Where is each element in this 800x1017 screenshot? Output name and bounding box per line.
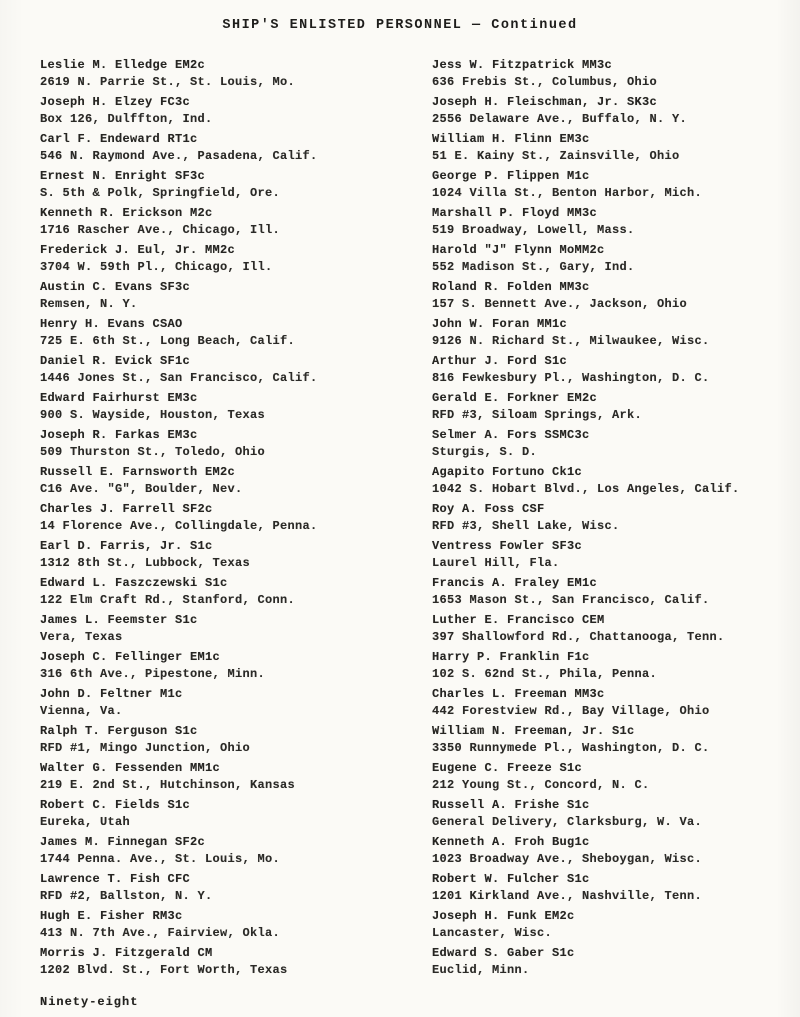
person-address: 397 Shallowford Rd., Chattanooga, Tenn. [432, 630, 725, 644]
person-address: 519 Broadway, Lowell, Mass. [432, 223, 635, 237]
person-address: 219 E. 2nd St., Hutchinson, Kansas [40, 778, 296, 792]
person-address: 1201 Kirkland Ave., Nashville, Tenn. [432, 889, 703, 903]
person-address: 316 6th Ave., Pipestone, Minn. [40, 667, 266, 681]
person-name: Austin C. Evans SF3c [40, 280, 191, 294]
personnel-entry [432, 649, 800, 683]
personnel-entry [40, 760, 420, 794]
person-name: Joseph H. Elzey FC3c [40, 95, 191, 109]
person-address: Vienna, Va. [40, 704, 123, 718]
personnel-entry [432, 242, 800, 276]
person-name: Selmer A. Fors SSMC3c [432, 428, 590, 442]
person-name: William N. Freeman, Jr. S1c [432, 724, 635, 738]
personnel-entry [40, 538, 420, 572]
personnel-entry [40, 464, 420, 498]
person-address: RFD #1, Mingo Junction, Ohio [40, 741, 251, 755]
person-name: Morris J. Fitzgerald CM [40, 946, 213, 960]
person-name: Walter G. Fessenden MM1c [40, 761, 221, 775]
person-address: 1023 Broadway Ave., Sheboygan, Wisc. [432, 852, 703, 866]
personnel-entry [40, 575, 420, 609]
person-name: Joseph R. Farkas EM3c [40, 428, 198, 442]
personnel-entry [40, 686, 420, 720]
person-name: Francis A. Fraley EM1c [432, 576, 598, 590]
personnel-entry [40, 205, 420, 239]
personnel-entry [432, 205, 800, 239]
person-address: 9126 N. Richard St., Milwaukee, Wisc. [432, 334, 710, 348]
personnel-column-left [40, 57, 420, 982]
person-address: General Delivery, Clarksburg, W. Va. [432, 815, 703, 829]
personnel-entry [40, 57, 420, 91]
person-name: Gerald E. Forkner EM2c [432, 391, 598, 405]
person-name: Ralph T. Ferguson S1c [40, 724, 198, 738]
person-address: Eureka, Utah [40, 815, 131, 829]
person-name: Russell A. Frishe S1c [432, 798, 590, 812]
personnel-entry [432, 131, 800, 165]
person-name: Leslie M. Elledge EM2c [40, 58, 206, 72]
person-name: Joseph H. Fleischman, Jr. SK3c [432, 95, 658, 109]
person-address: 546 N. Raymond Ave., Pasadena, Calif. [40, 149, 318, 163]
personnel-entry [40, 168, 420, 202]
person-address: 900 S. Wayside, Houston, Texas [40, 408, 266, 422]
person-name: John W. Foran MM1c [432, 317, 568, 331]
personnel-entry [432, 612, 800, 646]
personnel-entry [40, 649, 420, 683]
person-address: Laurel Hill, Fla. [432, 556, 560, 570]
person-name: Charles J. Farrell SF2c [40, 502, 213, 516]
personnel-entry [40, 390, 420, 424]
person-address: 1202 Blvd. St., Fort Worth, Texas [40, 963, 288, 977]
person-address: 725 E. 6th St., Long Beach, Calif. [40, 334, 296, 348]
person-address: 102 S. 62nd St., Phila, Penna. [432, 667, 658, 681]
personnel-entry [432, 390, 800, 424]
person-name: Kenneth R. Erickson M2c [40, 206, 213, 220]
person-name: James L. Feemster S1c [40, 613, 198, 627]
personnel-entry [432, 94, 800, 128]
personnel-entry [432, 908, 800, 942]
personnel-entry [40, 501, 420, 535]
person-address: RFD #3, Siloam Springs, Ark. [432, 408, 643, 422]
personnel-entry [432, 464, 800, 498]
person-address: Vera, Texas [40, 630, 123, 644]
personnel-entry [432, 723, 800, 757]
personnel-column-right [432, 57, 800, 982]
person-name: Edward Fairhurst EM3c [40, 391, 198, 405]
person-name: Charles L. Freeman MM3c [432, 687, 605, 701]
personnel-entry [432, 945, 800, 979]
person-name: Carl F. Endeward RT1c [40, 132, 198, 146]
person-name: Russell E. Farnsworth EM2c [40, 465, 236, 479]
personnel-entry [432, 686, 800, 720]
person-name: Harry P. Franklin F1c [432, 650, 590, 664]
person-address: 1312 8th St., Lubbock, Texas [40, 556, 251, 570]
person-address: 509 Thurston St., Toledo, Ohio [40, 445, 266, 459]
person-address: S. 5th & Polk, Springfield, Ore. [40, 186, 281, 200]
personnel-entry [432, 871, 800, 905]
personnel-entry [40, 908, 420, 942]
person-address: 3704 W. 59th Pl., Chicago, Ill. [40, 260, 273, 274]
person-name: William H. Flinn EM3c [432, 132, 590, 146]
person-name: Jess W. Fitzpatrick MM3c [432, 58, 613, 72]
person-address: 413 N. 7th Ave., Fairview, Okla. [40, 926, 281, 940]
person-name: Arthur J. Ford S1c [432, 354, 568, 368]
person-name: George P. Flippen M1c [432, 169, 590, 183]
personnel-entry [432, 57, 800, 91]
person-address: 2556 Delaware Ave., Buffalo, N. Y. [432, 112, 688, 126]
person-name: Luther E. Francisco CEM [432, 613, 605, 627]
personnel-entry [432, 797, 800, 831]
person-address: 1446 Jones St., San Francisco, Calif. [40, 371, 318, 385]
person-address: 636 Frebis St., Columbus, Ohio [432, 75, 658, 89]
personnel-entry [40, 316, 420, 350]
person-name: Edward S. Gaber S1c [432, 946, 575, 960]
personnel-entry [432, 834, 800, 868]
person-address: C16 Ave. "G", Boulder, Nev. [40, 482, 243, 496]
person-address: RFD #2, Ballston, N. Y. [40, 889, 213, 903]
person-name: Robert W. Fulcher S1c [432, 872, 590, 886]
person-name: Frederick J. Eul, Jr. MM2c [40, 243, 236, 257]
person-address: Euclid, Minn. [432, 963, 530, 977]
personnel-entry [432, 427, 800, 461]
person-name: Robert C. Fields S1c [40, 798, 191, 812]
person-name: Hugh E. Fisher RM3c [40, 909, 183, 923]
personnel-entry [432, 501, 800, 535]
person-address: 1716 Rascher Ave., Chicago, Ill. [40, 223, 281, 237]
person-address: 14 Florence Ave., Collingdale, Penna. [40, 519, 318, 533]
personnel-entry [40, 94, 420, 128]
person-address: Box 126, Dulffton, Ind. [40, 112, 213, 126]
person-address: 122 Elm Craft Rd., Stanford, Conn. [40, 593, 296, 607]
person-name: Marshall P. Floyd MM3c [432, 206, 598, 220]
person-address: 212 Young St., Concord, N. C. [432, 778, 650, 792]
person-name: John D. Feltner M1c [40, 687, 183, 701]
person-name: Ventress Fowler SF3c [432, 539, 583, 553]
person-name: Joseph C. Fellinger EM1c [40, 650, 221, 664]
personnel-entry [40, 612, 420, 646]
personnel-entry [432, 353, 800, 387]
person-name: Edward L. Faszczewski S1c [40, 576, 228, 590]
person-address: 1042 S. Hobart Blvd., Los Angeles, Calif. [432, 482, 740, 496]
person-name: Joseph H. Funk EM2c [432, 909, 575, 923]
person-name: Roland R. Folden MM3c [432, 280, 590, 294]
person-name: Kenneth A. Froh Bug1c [432, 835, 590, 849]
person-name: Daniel R. Evick SF1c [40, 354, 191, 368]
person-name: Harold "J" Flynn MoMM2c [432, 243, 605, 257]
person-address: 3350 Runnymede Pl., Washington, D. C. [432, 741, 710, 755]
personnel-entry [40, 242, 420, 276]
personnel-entry [40, 131, 420, 165]
person-name: Lawrence T. Fish CFC [40, 872, 191, 886]
personnel-entry [40, 427, 420, 461]
person-address: 2619 N. Parrie St., St. Louis, Mo. [40, 75, 296, 89]
person-address: 442 Forestview Rd., Bay Village, Ohio [432, 704, 710, 718]
personnel-entry [40, 723, 420, 757]
personnel-entry [40, 797, 420, 831]
personnel-entry [432, 316, 800, 350]
person-name: Roy A. Foss CSF [432, 502, 545, 516]
personnel-entry [432, 538, 800, 572]
person-name: Henry H. Evans CSAO [40, 317, 183, 331]
person-name: James M. Finnegan SF2c [40, 835, 206, 849]
person-address: Sturgis, S. D. [432, 445, 538, 459]
personnel-entry [40, 871, 420, 905]
personnel-entry [40, 279, 420, 313]
personnel-entry [432, 760, 800, 794]
person-address: 816 Fewkesbury Pl., Washington, D. C. [432, 371, 710, 385]
person-address: 552 Madison St., Gary, Ind. [432, 260, 635, 274]
page-number: Ninety-eight [40, 995, 139, 1009]
person-address: 51 E. Kainy St., Zainsville, Ohio [432, 149, 680, 163]
personnel-entry [432, 575, 800, 609]
person-name: Agapito Fortuno Ck1c [432, 465, 583, 479]
personnel-entry [40, 834, 420, 868]
person-name: Eugene C. Freeze S1c [432, 761, 583, 775]
person-address: 1744 Penna. Ave., St. Louis, Mo. [40, 852, 281, 866]
person-name: Ernest N. Enright SF3c [40, 169, 206, 183]
personnel-entry [40, 353, 420, 387]
personnel-entry [40, 945, 420, 979]
person-address: Remsen, N. Y. [40, 297, 138, 311]
person-name: Earl D. Farris, Jr. S1c [40, 539, 213, 553]
page-title: SHIP'S ENLISTED PERSONNEL — Continued [222, 18, 578, 33]
person-address: 1024 Villa St., Benton Harbor, Mich. [432, 186, 703, 200]
person-address: 157 S. Bennett Ave., Jackson, Ohio [432, 297, 688, 311]
person-address: Lancaster, Wisc. [432, 926, 553, 940]
personnel-entry [432, 279, 800, 313]
person-address: 1653 Mason St., San Francisco, Calif. [432, 593, 710, 607]
person-address: RFD #3, Shell Lake, Wisc. [432, 519, 620, 533]
personnel-entry [432, 168, 800, 202]
